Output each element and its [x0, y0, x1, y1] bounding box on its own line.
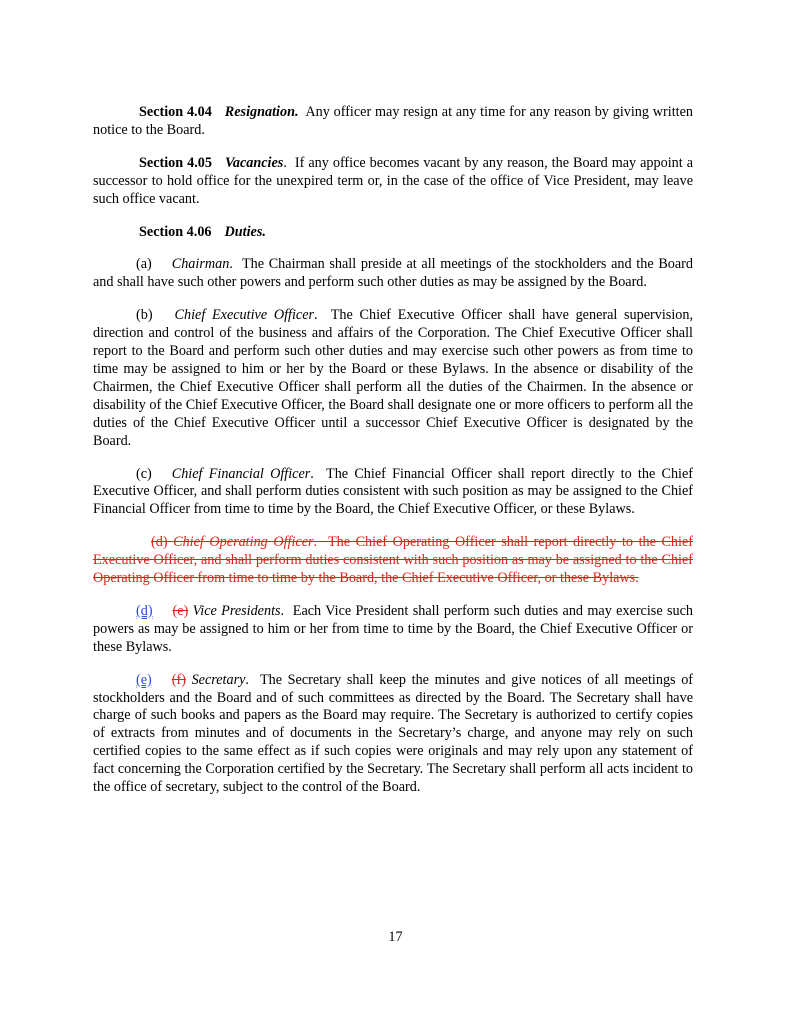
deleted-subsection-d — [93, 534, 693, 588]
subsection-body: The Chief Executive Officer shall have general supervision, direction and control of the business and affairs of the Corporation. The Chief Executive Officer shall report to the Board and perform such other duties and may exercise such other powers as from time to time may be assigned to him or her by the Board or these Bylaws. In the absence or disability of the Chairmen, the Chief Executive Officer shall perform all the duties of the Chairmen. In the absence or disability of the Chief Executive Officer, the Board shall designate one or more officers to perform all the duties of the Chief Executive Officer until a successor Chief Executive Officer is designated by the Board. — [93, 307, 693, 449]
section-title: Vacancies — [224, 154, 284, 171]
subsection-body: The Secretary shall keep the minutes and give notices of all meetings of stockholders and the Board and of such committees as directed by the Board. The Secretary shall have charge of such books and papers as the Board may require. The Secretary is authorized to certify copies of extracts from minutes and of documents in the Secretary’s charge, and anyone may rely on such certified copies to the same effect as if such copies were originals and may rely upon any statement of fact concerning the Corporation certified by the Secretary. The Secretary shall perform all acts incident to the office of secretary, subject to the control of the Board. — [93, 671, 694, 796]
section-number: Section 4.05 — [139, 154, 212, 171]
inserted-marker: (d) — [136, 602, 153, 619]
subsection-body: The Chief Financial Officer shall report directly to the Chief Executive Officer, and shall perform duties consistent with such position as may be assigned to the Chief Financial Officer from time to time by the Board, the Chief Executive Officer, or these Bylaws. — [93, 465, 694, 518]
subsection-title-punct: . — [314, 307, 318, 324]
inserted-marker: (e) — [136, 671, 152, 688]
section-title: Duties. — [224, 223, 266, 240]
section-4-04 — [93, 104, 693, 140]
document-page — [93, 104, 693, 797]
subsection-title-punct: . — [310, 465, 314, 482]
page-number: 17 — [388, 929, 403, 945]
subsection-title: Chairman — [171, 256, 230, 273]
subsection-marker: (b) — [136, 307, 153, 324]
section-title: Resignation. — [224, 104, 299, 120]
subsection-title: Chief Financial Officer — [171, 465, 311, 482]
deleted-marker: (d) — [151, 534, 168, 551]
subsection-c — [93, 466, 693, 520]
subsection-title-punct: . — [245, 671, 249, 688]
subsection-body: The Chairman shall preside at all meetings of the stockholders and the Board and shall have such other powers and perform such other duties as may be assigned by the Board. — [93, 256, 693, 291]
section-body: If any office becomes vacant by any reason, the Board may appoint a successor to hold office for the unexpired term or, in the case of the office of Vice President, may leave such office vacant. — [93, 154, 693, 207]
subsection-a — [93, 256, 693, 292]
deleted-title-punct: . — [313, 534, 318, 551]
deleted-title: Chief Operating Officer — [173, 534, 314, 551]
section-4-05 — [93, 155, 693, 209]
section-title-punct: . — [283, 154, 287, 171]
subsection-marker: (c) — [136, 465, 152, 482]
subsection-marker: (a) — [136, 256, 152, 273]
section-body: Any officer may resign at any time for any reason by giving written notice to the Board. — [93, 104, 693, 138]
subsection-title: Chief Executive Officer — [174, 307, 315, 324]
deleted-marker: (e) — [172, 602, 189, 619]
deleted-body: The Chief Operating Officer shall report directly to the Chief Executive Officer, and shall perform duties consistent with such position as may be assigned to the Chief Operating Officer from time to time by the Board, the Chief Executive Officer, or these Bylaws. — [93, 534, 693, 587]
subsection-title: Secretary — [191, 671, 246, 688]
subsection-b — [93, 307, 693, 450]
subsection-title: Vice Presidents — [192, 602, 281, 619]
subsection-title-punct: . — [280, 602, 285, 619]
deleted-marker: (f) — [171, 671, 186, 688]
section-number: Section 4.06 — [139, 223, 212, 240]
subsection-e — [93, 672, 693, 797]
section-4-06 — [93, 224, 693, 242]
section-number: Section 4.04 — [139, 104, 212, 120]
subsection-title-punct: . — [229, 256, 233, 273]
subsection-d — [93, 603, 693, 657]
subsection-body: Each Vice President shall perform such duties and may exercise such powers as may be assigned to him or her from time to time by the Board, the Chief Executive Officer or these Bylaws. — [93, 602, 693, 655]
